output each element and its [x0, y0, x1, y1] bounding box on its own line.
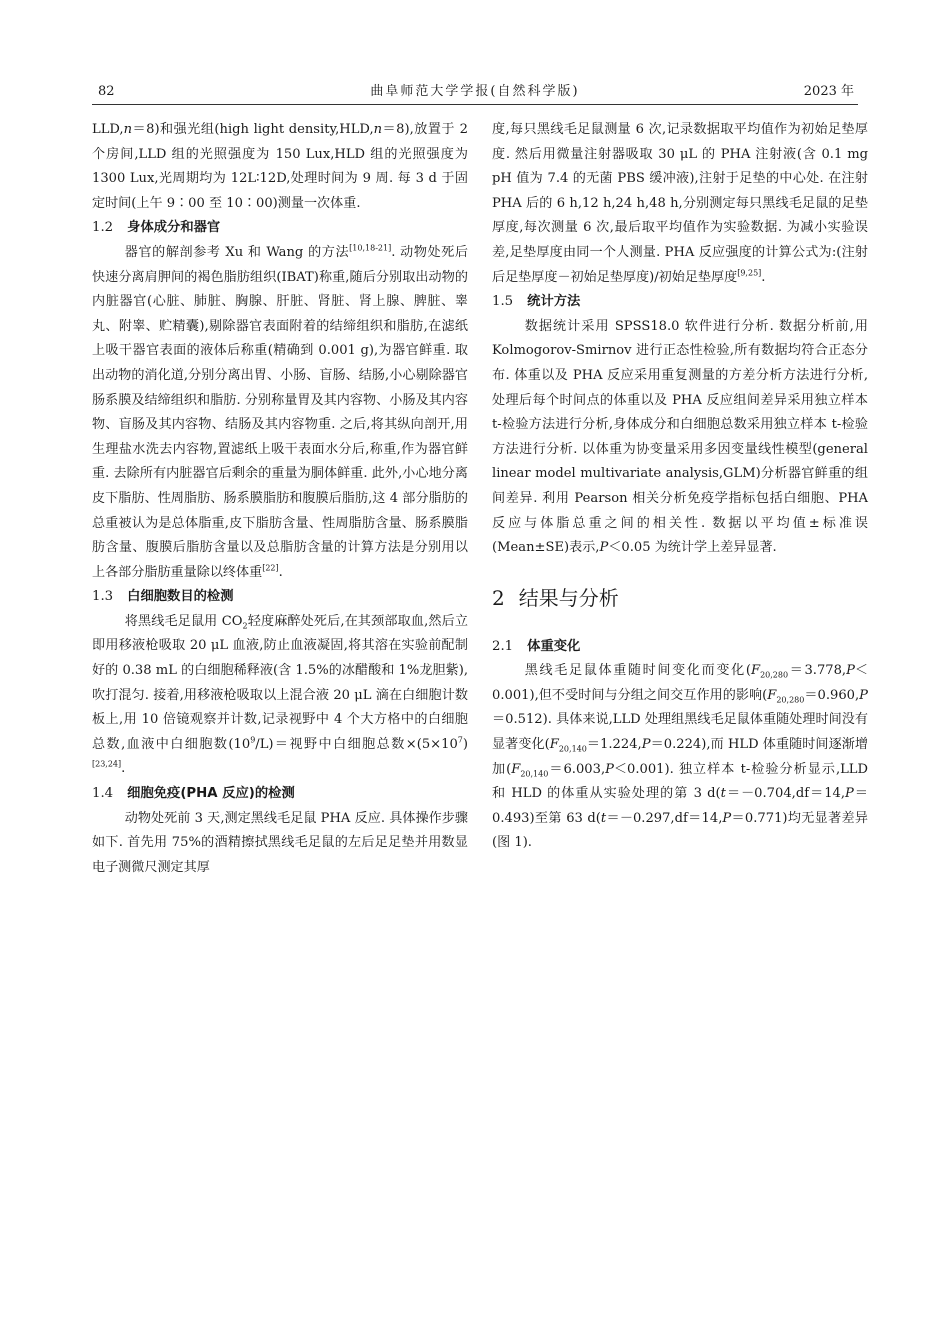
left-column — [92, 118, 468, 880]
paragraph-pha-response: 动物处死前 3 天,测定黑线毛足鼠 PHA 反应. 具体操作步骤如下. 首先用 75%的酒精擦拭黑线毛足鼠的左后足足垫并用数显电子测微尺测定其厚 — [92, 810, 468, 875]
paragraph-body-composition: 器官的解剖参考 Xu 和 Wang 的方法[10,18-21]. 动物处死后快速分离肩胛间的褐色脂肪组织(IBAT)称重,随后分别取出动物的内脏器官(心脏、肺脏、胸腺、肝脏、肾脏、肾上腺、脾脏、睾丸、附睾、贮精囊),剔除器官表面附着的结缔组织和脂肪,在滤纸上吸干器官表面的液体后称重(精确到 0.001 g),为器官鲜重. 取出动物的消化道,分别分离出胃、小肠、盲肠、结肠,小心剔除器官肠系膜及结缔组织和脂肪. 分别称量胃及其内容物、小肠及其内容物、盲肠及其内容物、结肠及其内容物重. 之后,将其纵向剖开,用生理盐水洗去内容物,置滤纸上吸干表面水分后,称重,作为器官鲜重. 去除所有内脏器官后剩余的重量为胴体鲜重. 此外,小心地分离皮下脂肪、性周脂肪、肠系膜脂肪和腹膜后脂肪,这 4 部分脂肪的总重被认为是总体脂重,皮下脂肪含量、性周脂肪含量、肠系膜脂肪含量、腹膜后脂肪含量以及总脂肪含量的计算方法是分别用以上各部分脂肪重量除以终体重[22]. — [92, 243, 469, 580]
section-heading-2-1: 2.1 体重变化 — [492, 638, 581, 654]
running-header — [92, 80, 858, 102]
paragraph-pha-continuation: 度,每只黑线毛足鼠测量 6 次,记录数据取平均值作为初始足垫厚度. 然后用微量注射器吸取 30 μL 的 PHA 注射液(含 0.1 mg pH 值为 7.4 的无菌 PBS 缓冲液),注射于足垫的中心处. 在注射 PHA 后的 6 h,12 h,24 h,48 h,分别测定每只黑线毛足鼠的足垫厚度,每次测量 6 次,最后取平均值作为实验数据. 为减小实验误差,足垫厚度由同一个人测量. PHA 反应强度的计算公式为:(注射后足垫厚度－初始足垫厚度)/初始足垫厚度[9,25]. — [492, 122, 868, 285]
chapter-heading-2: 2 结果与分析 — [492, 585, 619, 610]
citation: [9,25] — [737, 268, 762, 278]
paragraph-statistics: 数据统计采用 SPSS18.0 软件进行分析. 数据分析前,用 Kolmogorov-Smirnov 进行正态性检验,所有数据均符合正态分布. 体重以及 PHA 反应采用重复测量的方差分析方法进行分析,处理后每个时间点的体重以及 PHA 反应组间差异采用独立样本 t-检验方法进行分析,身体成分和白细胞总数采用独立样本 t-检验方法进行分析. 以体重为协变量采用多因变量线性模型(general linear model multivariate analysis,GLM)分析器官鲜重的组间差异. 利用 Pearson 相关分析免疫学指标包括白细胞、PHA 反应与体脂总重之间的相关性. 数据以平均值±标准误(Mean±SE)表示,P＜0.05 为统计学上差异显著. — [492, 318, 868, 556]
citation: [22] — [262, 563, 279, 573]
paragraph-intro-continuation: LLD,n＝8)和强光组(high light density,HLD,n＝8),放置于 2 个房间,LLD 组的光照强度为 150 Lux,HLD 组的光照强度为 1300 Lux,光周期均为 12L∶12D,处理时间为 9 周. 每 3 d 于固定时间(上午 9∶00 至 10∶00)测量一次体重. — [92, 122, 469, 211]
paragraph-white-blood-cells: 将黑线毛足鼠用 $CO_2$轻度麻醉处死后,在其颈部取血,然后立即用移液枪吸取 20 μL 血液,防止血液凝固,将其溶在实验前配制好的 0.38 mL 的白细胞稀释液(含 1.5%的冰醋酸和 1%龙胆紫),吹打混匀. 接着,用移液枪吸取以上混合液 20 μL 滴在白细胞计数板上,用 10 倍镜观察并计数,记录视野中 4 个大方格中的白细胞总数,血液中白细胞数$(10^9/L)=$视野中白细胞总数$\times(5\times 10^7)[23,24]$. — [92, 613, 468, 777]
publication-year: 2023 年 — [803, 84, 854, 99]
section-heading-1-5: 1.5 统计方法 — [492, 294, 581, 310]
section-heading-1-4: 1.4 细胞免疫(PHA 反应)的检测 — [92, 786, 295, 802]
header-rule — [92, 104, 858, 105]
right-column — [492, 118, 868, 856]
page-number: 82 — [98, 84, 115, 99]
journal-title: 曲阜师范大学学报(自然科学版) — [370, 84, 580, 99]
citation: [10,18-21] — [349, 243, 392, 253]
section-heading-1-2: 1.2 身体成分和器官 — [92, 220, 221, 236]
paragraph-body-weight: 黑线毛足鼠体重随时间变化而变化$(F_{20,280}=3.778,P<0.001)$,但不受时间与分组之间交互作用的影响$(F_{20,280}=0.960,P=0.512)$. 具体来说,LLD 处理组黑线毛足鼠体重随处理时间没有显著变化$(F_{20,140}=1.224,P=0.224)$,而 HLD 体重随时间逐渐增加$(F_{20,140}=6.003,P<0.001)$. 独立样本 t-检验分析显示,LLD 和 HLD 的体重从实验处理的第 3 d(t＝－0.704,df＝14,P＝0.493)至第 63 d(t＝－0.297,df＝14,P＝0.771)均无显著差异(图 1). — [492, 663, 869, 851]
section-heading-1-3: 1.3 白细胞数目的检测 — [92, 589, 234, 605]
citation: [23,24] — [92, 760, 122, 770]
